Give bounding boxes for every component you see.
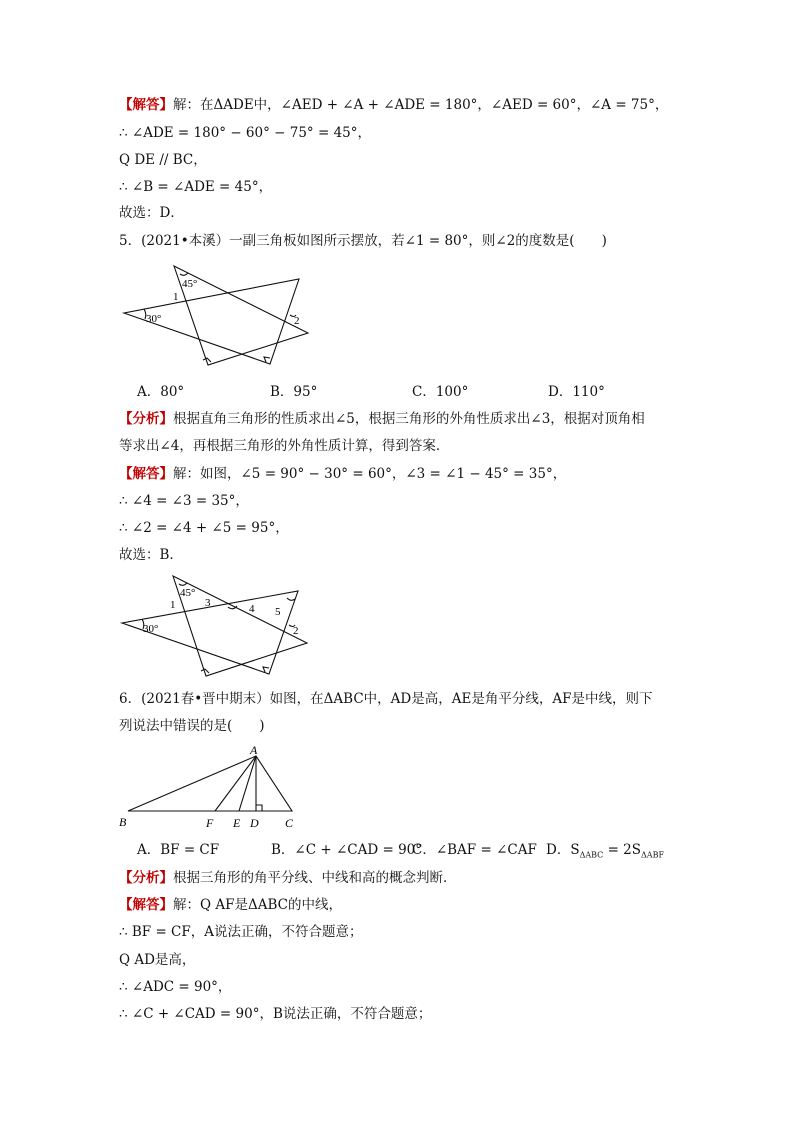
fig1-angle-45-label: 45° xyxy=(182,278,198,290)
angle-arc-4 xyxy=(228,606,237,609)
q6-option-a[interactable]: A．BF = CF xyxy=(137,842,220,858)
point-a-label: A xyxy=(250,743,258,757)
solution-answer: 故选：D． xyxy=(119,205,184,221)
q6-solution-line-2: ∴ BF = CF，A说法正确，不符合题意； xyxy=(119,924,363,940)
q6-option-d-sub2: ΔABF xyxy=(641,850,664,860)
q5-option-d[interactable]: D．110° xyxy=(548,384,605,400)
solution-line-2: ∴ ∠ADE = 180° − 60° − 75° = 45°， xyxy=(119,125,371,141)
point-d-label: D xyxy=(250,816,259,830)
q6-solution-line-4: ∴ ∠ADC = 90°， xyxy=(119,979,232,995)
fig2-angle-30-label: 30° xyxy=(143,623,159,635)
q6-analysis-text: 根据三角形的角平分线、中线和高的概念判断． xyxy=(173,870,457,886)
q5-option-b[interactable]: B．95° xyxy=(270,384,318,400)
analysis-tag: 【分析】 xyxy=(119,870,173,886)
solution-tag: 【解答】 xyxy=(119,466,173,482)
point-e-label: E xyxy=(233,816,241,830)
q5-option-c[interactable]: C．100° xyxy=(412,384,469,400)
question-5-solution-figure xyxy=(116,570,316,682)
solution-text: 解：在ΔADE中，∠AED + ∠A + ∠ADE = 180°，∠AED = 60°，∠A = 75°， xyxy=(173,97,669,113)
question-5-figure xyxy=(118,258,318,373)
bisector-ae xyxy=(239,756,256,811)
q6-solution-line-1 xyxy=(119,895,342,915)
point-b-label: B xyxy=(119,815,127,829)
right-angle-mark xyxy=(256,805,262,811)
point-c-label: C xyxy=(285,816,294,830)
solution-line-1 xyxy=(119,95,668,115)
q5-solution-line-3: ∴ ∠2 = ∠4 + ∠5 = 95°， xyxy=(119,520,289,536)
triangle-abc xyxy=(128,756,292,811)
q6-option-d-prefix: D．S xyxy=(546,842,580,858)
q5-analysis-line-1 xyxy=(119,409,645,429)
q6-option-d[interactable] xyxy=(546,840,664,866)
question-5-stem: 5．(2021•本溪）一副三角板如图所示摆放，若∠1 = 80°，则∠2的度数是( ) xyxy=(119,233,607,249)
question-6-stem-1: 6．(2021春•晋中期末）如图，在ΔABC中，AD是高，AE是角平分线，AF是中线，则下 xyxy=(119,691,653,707)
question-6-stem-2: 列说法中错误的是( ) xyxy=(119,718,265,734)
fig2-angle-4-label: 4 xyxy=(249,603,255,615)
q5-analysis-text-1: 根据直角三角形的性质求出∠5，根据三角形的外角性质求出∠3，根据对顶角相 xyxy=(173,411,645,427)
angle-arc-5 xyxy=(287,598,295,600)
solution-line-3: Q DE // BC， xyxy=(119,152,207,168)
fig1-angle-30-label: 30° xyxy=(146,313,162,325)
fig1-angle-2-label: 2 xyxy=(294,315,300,327)
q6-option-d-eq: = 2S xyxy=(603,842,642,858)
q5-solution-line-2: ∴ ∠4 = ∠3 = 35°， xyxy=(119,493,249,509)
angle-arc-45 xyxy=(180,273,188,275)
q5-solution-text-1: 解：如图，∠5 = 90° − 30° = 60°，∠3 = ∠1 − 45° = 35°， xyxy=(173,466,567,482)
q5-option-a[interactable]: A．80° xyxy=(137,384,185,400)
fig2-angle-3-label: 3 xyxy=(205,597,211,609)
angle-arc-45 xyxy=(179,583,187,585)
analysis-tag: 【分析】 xyxy=(119,411,173,427)
q6-solution-line-3: Q AD是高， xyxy=(119,952,196,968)
q6-solution-line-5: ∴ ∠C + ∠CAD = 90°，B说法正确，不符合题意； xyxy=(119,1006,432,1022)
q6-option-b[interactable]: B．∠C + ∠CAD = 90° xyxy=(271,842,422,858)
q6-option-c[interactable]: C．∠BAF = ∠CAF xyxy=(412,842,537,858)
solution-tag: 【解答】 xyxy=(119,97,173,113)
q5-solution-answer: 故选：B． xyxy=(119,547,183,563)
fig2-angle-45-label: 45° xyxy=(180,587,196,599)
q6-analysis-line xyxy=(119,868,457,888)
point-f-label: F xyxy=(206,816,214,830)
q5-analysis-line-2: 等求出∠4，再根据三角形的外角性质计算，得到答案． xyxy=(119,438,450,454)
right-angle-mark xyxy=(263,667,269,672)
fig1-angle-1-label: 1 xyxy=(173,291,179,303)
fig2-angle-5-label: 5 xyxy=(275,606,281,618)
solution-line-4: ∴ ∠B = ∠ADE = 45°， xyxy=(119,179,273,195)
q6-option-d-sub1: ΔABC xyxy=(579,850,604,860)
q5-solution-line-1 xyxy=(119,464,566,484)
fig2-angle-2-label: 2 xyxy=(293,625,299,637)
solution-tag: 【解答】 xyxy=(119,897,173,913)
fig2-angle-1-label: 1 xyxy=(170,599,176,611)
right-angle-mark xyxy=(264,357,270,362)
question-6-figure xyxy=(114,742,304,832)
q6-solution-text-1: 解：Q AF是ΔABC的中线， xyxy=(173,897,342,913)
